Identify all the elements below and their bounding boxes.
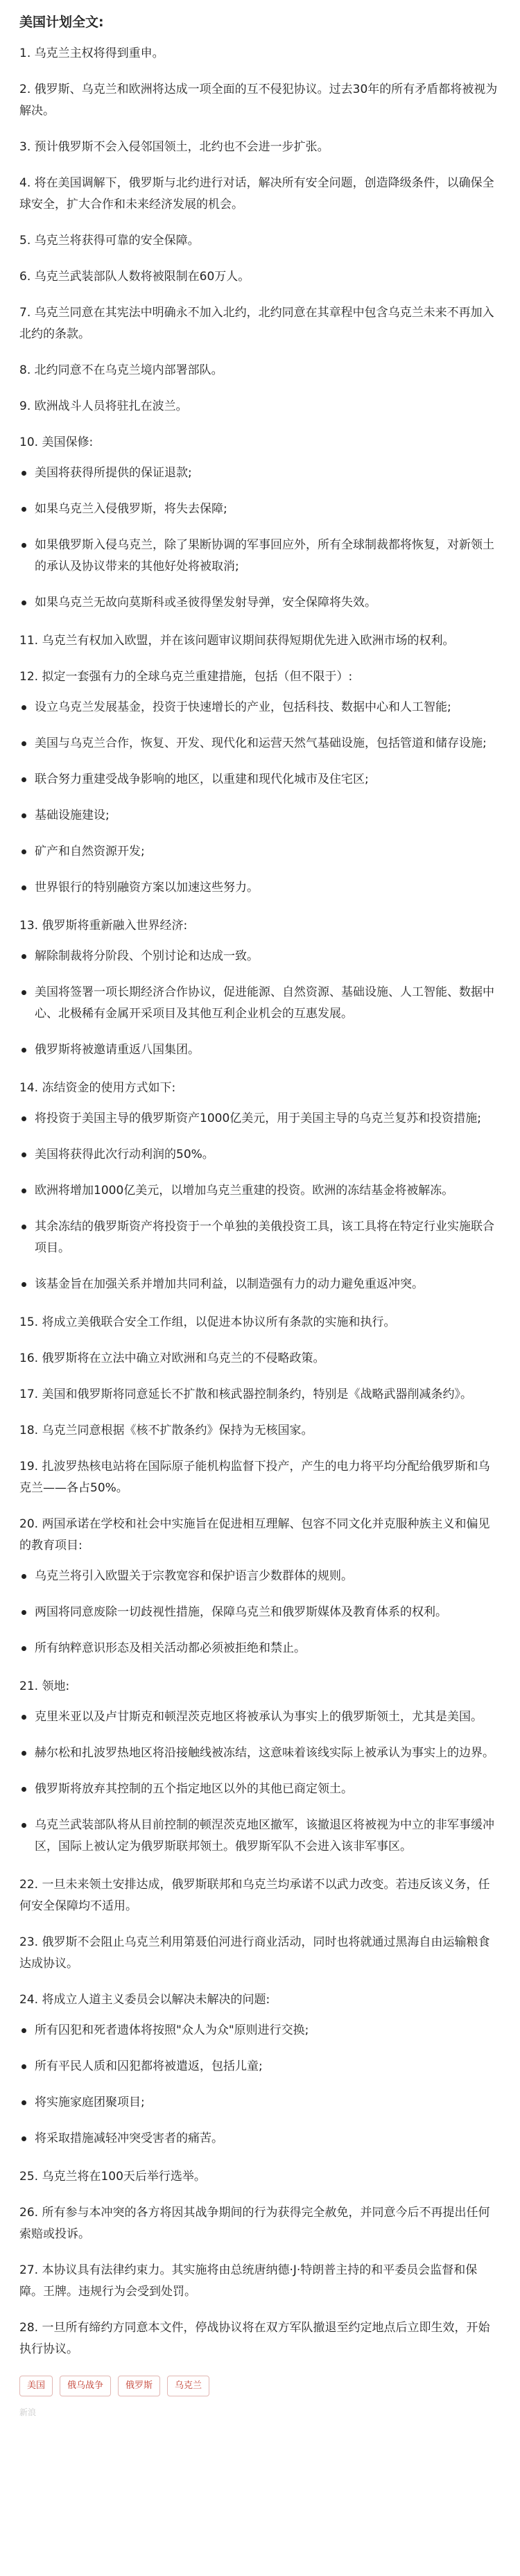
topic-tag[interactable]: 俄乌战争 [60, 2376, 111, 2396]
article-paragraph: 15. 将成立美俄联合安全工作组，以促进本协议所有条款的实施和执行。 [19, 1315, 396, 1329]
bullet-item: 联合努力重建受战争影响的地区，以重建和现代化城市及住宅区; [19, 769, 501, 790]
article-paragraph: 23. 俄罗斯不会阻止乌克兰利用第聂伯河进行商业活动，同时也将就通过黑海自由运输粮食达成协议。 [19, 1935, 490, 1971]
bullet-list [19, 1108, 501, 1295]
bullet-list [19, 2020, 501, 2150]
article-paragraph: 26. 所有参与本冲突的各方将因其战争期间的行为获得完全赦免，并同意今后不再提出任何索赔或投诉。 [19, 2206, 490, 2241]
article-body [19, 43, 501, 2360]
bullet-item: 美国与乌克兰合作，恢复、开发、现代化和运营天然气基础设施，包括管道和储存设施; [19, 733, 501, 754]
article-paragraph: 5. 乌克兰将获得可靠的安全保障。 [19, 234, 200, 248]
article-paragraph: 14. 冻结资金的使用方式如下: [19, 1081, 176, 1095]
bullet-item: 美国将获得所提供的保证退款; [19, 463, 501, 484]
bullet-item: 所有平民人质和囚犯都将被遣返，包括儿童; [19, 2056, 501, 2077]
article-paragraph: 24. 将成立人道主义委员会以解决未解决的问题: [19, 1993, 270, 2007]
source-watermark: 新浪 [19, 2408, 37, 2417]
bullet-item: 将实施家庭团聚项目; [19, 2092, 501, 2113]
bullet-item: 如果乌克兰无故向莫斯科或圣彼得堡发射导弹，安全保障将失效。 [19, 592, 501, 614]
article-paragraph: 7. 乌克兰同意在其宪法中明确永不加入北约，北约同意在其章程中包含乌克兰未来不再加入北约的条款。 [19, 306, 494, 341]
topic-tag[interactable]: 俄罗斯 [118, 2376, 160, 2396]
article-paragraph: 8. 北约同意不在乌克兰境内部署部队。 [19, 363, 223, 377]
bullet-list [19, 1706, 501, 1858]
bullet-item: 如果乌克兰入侵俄罗斯，将失去保障; [19, 499, 501, 520]
article-paragraph: 22. 一旦未来领土安排达成，俄罗斯联邦和乌克兰均承诺不以武力改变。若违反该义务，任何安全保障均不适用。 [19, 1878, 490, 1913]
bullet-item: 俄罗斯将放弃其控制的五个指定地区以外的其他已商定领土。 [19, 1779, 501, 1800]
bullet-list [19, 463, 501, 614]
bullet-item: 解除制裁将分阶段、个别讨论和达成一致。 [19, 946, 501, 967]
bullet-list [19, 697, 501, 899]
article-paragraph: 20. 两国承诺在学校和社会中实施旨在促进相互理解、包容不同文化并克服种族主义和偏见的教育项目: [19, 1517, 490, 1553]
bullet-item: 乌克兰武装部队将从目前控制的顿涅茨克地区撤军，该撤退区将被视为中立的非军事缓冲区，国际上被认定为俄罗斯联邦领土。俄罗斯军队不会进入该非军事区。 [19, 1815, 501, 1858]
bullet-item: 该基金旨在加强关系并增加共同利益，以制造强有力的动力避免重返冲突。 [19, 1274, 501, 1295]
bullet-item: 将投资于美国主导的俄罗斯资产1000亿美元，用于美国主导的乌克兰复苏和投资措施; [19, 1108, 501, 1130]
bullet-item: 美国将签署一项长期经济合作协议，促进能源、自然资源、基础设施、人工智能、数据中心、北极稀有金属开采项目及其他互利企业机会的互惠发展。 [19, 982, 501, 1025]
article-paragraph: 16. 俄罗斯将在立法中确立对欧洲和乌克兰的不侵略政策。 [19, 1351, 325, 1365]
article-paragraph: 12. 拟定一套强有力的全球乌克兰重建措施，包括（但不限于）: [19, 670, 353, 684]
article-paragraph: 4. 将在美国调解下，俄罗斯与北约进行对话，解决所有安全问题，创造降级条件，以确保全球安全，扩大合作和未来经济发展的机会。 [19, 176, 494, 211]
article-paragraph: 2. 俄罗斯、乌克兰和欧洲将达成一项全面的互不侵犯协议。过去30年的所有矛盾都将被视为解决。 [19, 83, 498, 118]
bullet-item: 将采取措施减轻冲突受害者的痛苦。 [19, 2128, 501, 2150]
bullet-item: 所有纳粹意识形态及相关活动都必须被拒绝和禁止。 [19, 1638, 501, 1659]
bullet-item: 克里米亚以及卢甘斯克和顿涅茨克地区将被承认为事实上的俄罗斯领土，尤其是美国。 [19, 1706, 501, 1728]
topic-tags [19, 2376, 501, 2396]
bullet-item: 所有囚犯和死者遗体将按照"众人为众"原则进行交换; [19, 2020, 501, 2041]
bullet-item: 美国将获得此次行动利润的50%。 [19, 1144, 501, 1166]
topic-tag[interactable]: 美国 [19, 2376, 53, 2396]
article-paragraph: 6. 乌克兰武装部队人数将被限制在60万人。 [19, 270, 250, 284]
article-paragraph: 25. 乌克兰将在100天后举行选举。 [19, 2170, 206, 2184]
article-paragraph: 19. 扎波罗热核电站将在国际原子能机构监督下投产，产生的电力将平均分配给俄罗斯和乌克兰——各占50%。 [19, 1460, 490, 1495]
bullet-item: 其余冻结的俄罗斯资产将投资于一个单独的美俄投资工具，该工具将在特定行业实施联合项目。 [19, 1216, 501, 1259]
article-paragraph: 10. 美国保修: [19, 435, 94, 449]
bullet-list [19, 946, 501, 1061]
article-paragraph: 11. 乌克兰有权加入欧盟，并在该问题审议期间获得短期优先进入欧洲市场的权利。 [19, 634, 455, 648]
article-paragraph: 1. 乌克兰主权将得到重申。 [19, 46, 164, 60]
article-paragraph: 9. 欧洲战斗人员将驻扎在波兰。 [19, 399, 188, 413]
article-paragraph: 28. 一旦所有缔约方同意本文件，停战协议将在双方军队撤退至约定地点后立即生效，开始执行协议。 [19, 2321, 490, 2356]
bullet-list [19, 1566, 501, 1659]
bullet-item: 设立乌克兰发展基金，投资于快速增长的产业，包括科技、数据中心和人工智能; [19, 697, 501, 718]
bullet-item: 赫尔松和扎波罗热地区将沿接触线被冻结，这意味着该线实际上被承认为事实上的边界。 [19, 1743, 501, 1764]
article-title: 美国计划全文: [19, 15, 104, 30]
bullet-item: 两国将同意废除一切歧视性措施，保障乌克兰和俄罗斯媒体及教育体系的权利。 [19, 1602, 501, 1623]
bullet-item: 俄罗斯将被邀请重返八国集团。 [19, 1039, 501, 1061]
article-paragraph: 27. 本协议具有法律约束力。其实施将由总统唐纳德·J·特朗普主持的和平委员会监督和保障。王牌。违规行为会受到处罚。 [19, 2263, 478, 2299]
bullet-item: 如果俄罗斯入侵乌克兰，除了果断协调的军事回应外，所有全球制裁都将恢复，对新领土的承认及协议带来的其他好处将被取消; [19, 535, 501, 578]
article-paragraph: 21. 领地: [19, 1679, 70, 1693]
bullet-item: 基础设施建设; [19, 805, 501, 827]
bullet-item: 世界银行的特别融资方案以加速这些努力。 [19, 877, 501, 899]
article-paragraph: 17. 美国和俄罗斯将同意延长不扩散和核武器控制条约，特别是《战略武器削减条约》。 [19, 1388, 472, 1401]
bullet-item: 欧洲将增加1000亿美元，以增加乌克兰重建的投资。欧洲的冻结基金将被解冻。 [19, 1180, 501, 1202]
bullet-item: 矿产和自然资源开发; [19, 841, 501, 863]
article-paragraph: 3. 预计俄罗斯不会入侵邻国领土，北约也不会进一步扩张。 [19, 140, 329, 154]
article-paragraph: 13. 俄罗斯将重新融入世界经济: [19, 919, 188, 933]
bullet-item: 乌克兰将引入欧盟关于宗教宽容和保护语言少数群体的规则。 [19, 1566, 501, 1587]
article-paragraph: 18. 乌克兰同意根据《核不扩散条约》保持为无核国家。 [19, 1424, 313, 1437]
topic-tag[interactable]: 乌克兰 [167, 2376, 209, 2396]
